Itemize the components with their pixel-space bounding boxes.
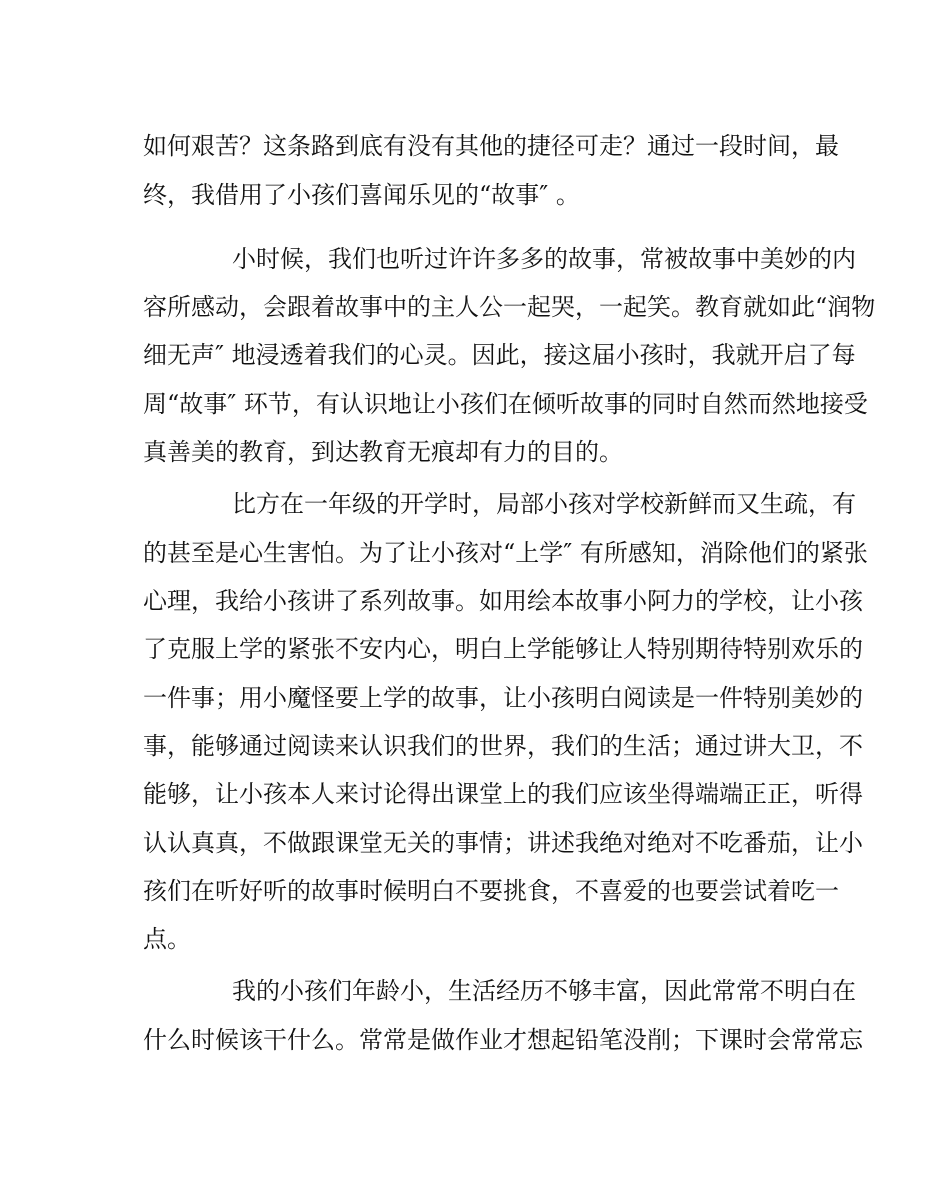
text-line: 什么时候该干什么。常常是做作业才想起铅笔没削；下课时会常常忘 — [143, 1026, 863, 1054]
text-line: 心理，我给小孩讲了系列故事。如用绘本故事小阿力的学校，让小孩 — [143, 587, 863, 615]
text-line: 了克服上学的紧张不安内心，明白上学能够让人特别期待特别欢乐的 — [143, 635, 863, 663]
text-line: 一件事；用小魔怪要上学的故事，让小孩明白阅读是一件特别美妙的 — [143, 684, 863, 712]
text-line: 容所感动，会跟着故事中的主人公一起哭，一起笑。教育就如此“润物 — [143, 293, 876, 321]
text-line: 我的小孩们年龄小，生活经历不够丰富，因此常常不明白在 — [232, 977, 856, 1005]
text-line: 能够，让小孩本人来讨论得出课堂上的我们应该坐得端端正正，听得 — [143, 780, 863, 808]
text-line: 真善美的教育，到达教育无痕却有力的目的。 — [143, 438, 623, 466]
text-line: 如何艰苦？这条路到底有没有其他的捷径可走？通过一段时间，最 — [143, 132, 839, 160]
text-line: 的甚至是心生害怕。为了让小孩对“上学″ 有所感知，消除他们的紧张 — [143, 539, 868, 567]
text-line: 比方在一年级的开学时，局部小孩对学校新鲜而又生疏，有 — [232, 490, 856, 518]
text-line: 周“故事″ 环节，有认识地让小孩们在倾听故事的同时自然而然地接受 — [143, 390, 868, 418]
text-line: 小时候，我们也听过许许多多的故事，常被故事中美妙的内 — [232, 245, 856, 273]
text-line: 点。 — [143, 925, 191, 953]
text-line: 终，我借用了小孩们喜闻乐见的“故事″ 。 — [143, 181, 580, 209]
text-line: 事，能够通过阅读来认识我们的世界，我们的生活；通过讲大卫，不 — [143, 732, 863, 760]
text-line: 认认真真，不做跟课堂无关的事情；讲述我绝对绝对不吃番茄，让小 — [143, 829, 863, 857]
text-line: 孩们在听好听的故事时候明白不要挑食，不喜爱的也要尝试着吃一 — [143, 877, 839, 905]
text-line: 细无声″ 地浸透着我们的心灵。因此，接这届小孩时，我就开启了每 — [143, 341, 856, 369]
